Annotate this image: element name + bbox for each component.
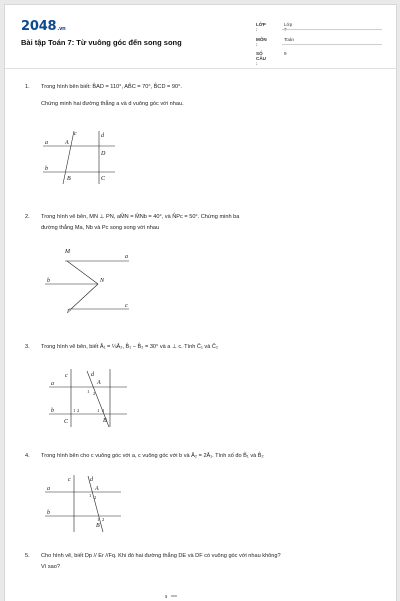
angle-C1: 1 (73, 408, 76, 413)
question-number: 2. (25, 214, 30, 220)
label-B: B (103, 418, 107, 424)
angle-A2: 2 (94, 495, 97, 500)
label-c: c (125, 303, 128, 309)
worksheet-title: Bài tập Toán 7: Từ vuông góc đến song song (21, 38, 182, 47)
label-a: a (125, 254, 128, 260)
label-A: A (65, 140, 69, 146)
question-number: 5. (25, 553, 30, 559)
question-1-figure (41, 128, 121, 186)
label-A: A (97, 380, 101, 386)
label-d: d (91, 372, 94, 378)
question-text: Trong hình bên biết: B̂AD = 110°, AB̂C = 70°, B̂CD = 90°. (41, 84, 182, 90)
question-text-line2: Chứng minh hai đường thẳng a và d vuông góc với nhau. (41, 101, 184, 107)
question-text: Cho hình vẽ, biết Dp // Er //Fq. Khi đó hai đường thẳng DE và DF có vuông góc với nhau không? (41, 553, 281, 559)
segment-NP (71, 284, 98, 309)
label-B: B (67, 176, 71, 182)
label-d: d (101, 133, 104, 139)
label-c: c (74, 131, 77, 137)
class-value: Lớp 7 (284, 22, 293, 32)
label-d: d (90, 477, 93, 483)
question-3-figure (47, 365, 131, 431)
angle-A1: 1 (87, 389, 90, 394)
logo-suffix: .vn (57, 26, 66, 32)
question-number: 4. (25, 453, 30, 459)
worksheet-page (4, 4, 397, 601)
label-M: M (65, 249, 70, 255)
question-count-label: SỐ CÂU : (256, 51, 266, 66)
question-text: Trong hình vẽ bên, biết Â₁ = ¼Â₂, B̂₁ − B̂₂ = 30° và a ⊥ c. Tính Ĉ₁ và Ĉ₂ (41, 344, 219, 350)
question-number: 1. (25, 84, 30, 90)
angle-A1: 1 (89, 493, 92, 498)
label-D: D (101, 151, 106, 157)
label-a: a (51, 381, 54, 387)
angle-B2: 2 (102, 408, 105, 413)
label-A: A (95, 486, 99, 492)
label-a: a (47, 486, 50, 492)
subject-underline (282, 44, 382, 45)
question-text: Trong hình vẽ bên, MN ⊥ PN, aM̂N = M̂Nb = 40°, và N̂Pc = 50°. Chứng minh ba (41, 214, 240, 220)
question-2-figure (43, 243, 135, 315)
angle-B1: 1 (97, 517, 100, 522)
label-b: b (47, 510, 50, 516)
label-s: s (165, 594, 168, 600)
site-logo[interactable] (21, 19, 66, 34)
label-b: b (45, 166, 48, 172)
label-C: C (64, 419, 69, 425)
header-divider (5, 68, 396, 69)
label-N: N (100, 278, 105, 284)
question-5-figure (155, 589, 185, 601)
question-number: 3. (25, 344, 30, 350)
subject-value: Toán (284, 37, 294, 42)
label-C: C (101, 176, 106, 182)
label-c: c (68, 477, 71, 483)
question-text-line2: đường thẳng Ma, Nb và Pc song song với nhau (41, 225, 160, 231)
class-underline (282, 29, 382, 30)
label-c: c (65, 373, 68, 379)
logo-text: 2048 (21, 19, 57, 34)
angle-C2: 2 (77, 408, 80, 413)
angle-A2: 2 (93, 391, 96, 396)
subject-label: MÔN : (256, 37, 267, 47)
label-b: b (47, 278, 50, 284)
label-B: B (96, 523, 100, 529)
question-text-line2: Vì sao? (41, 564, 60, 570)
label-P: P (67, 309, 71, 315)
question-count-value: 9 (284, 51, 287, 56)
segment-MN (67, 261, 98, 284)
question-4-figure (43, 472, 127, 534)
angle-B1: 1 (97, 408, 100, 413)
angle-B2: 2 (102, 517, 105, 522)
label-a: a (45, 140, 48, 146)
class-label: LỚP : (256, 22, 266, 32)
question-text: Trong hình bên cho c vuông góc với a, c vuông góc với b và Â₂ = 2Â₁. Tính số đo B̂₁ và B̂₂ (41, 453, 264, 459)
label-b: b (51, 408, 54, 414)
